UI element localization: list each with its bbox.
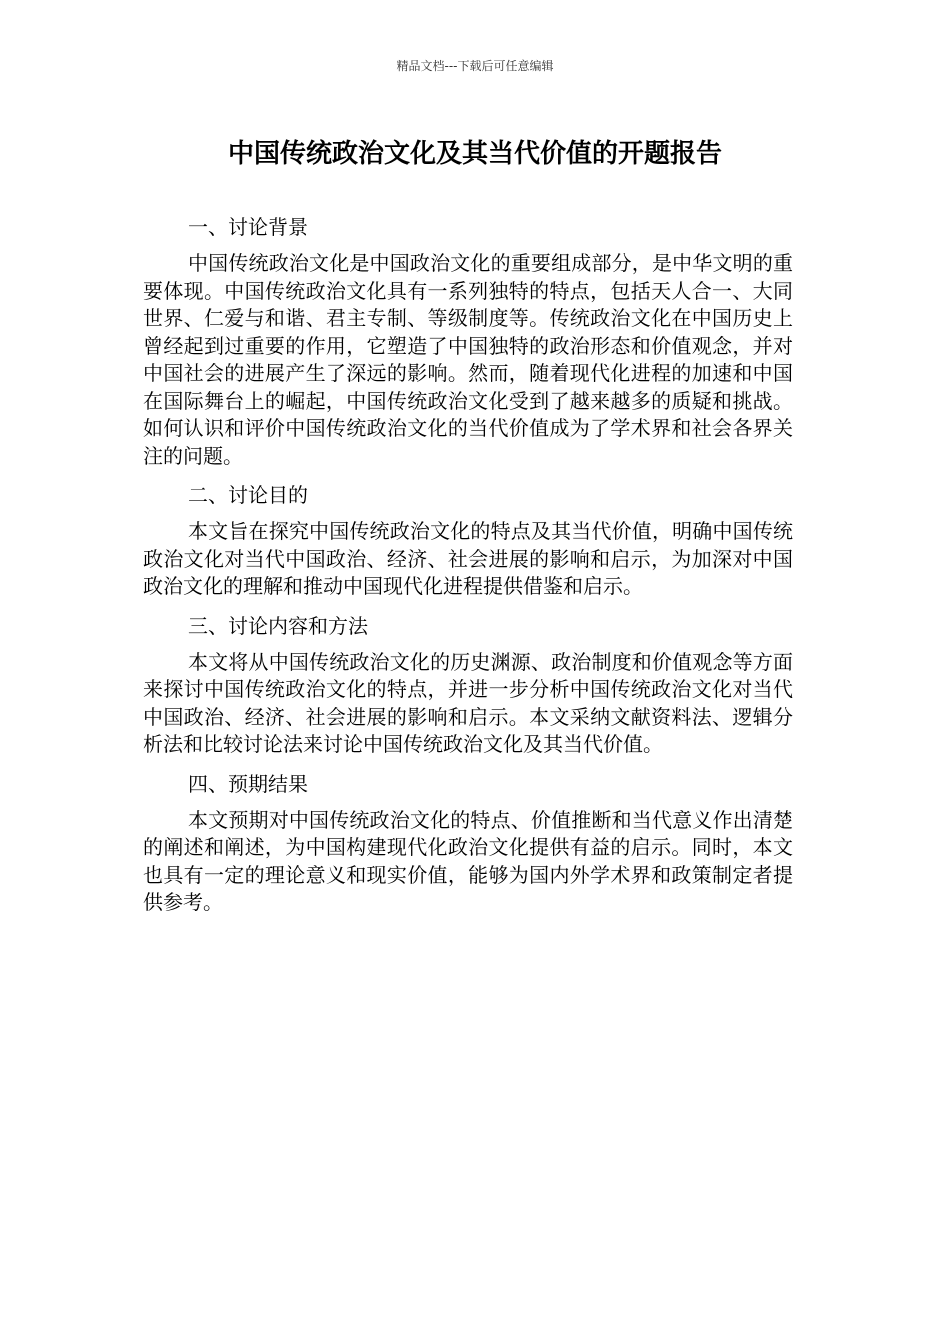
section-expected-results [143,767,793,917]
section-heading: 四、预期结果 [188,771,308,796]
section-heading: 一、讨论背景 [188,215,308,239]
section-paragraph: 本文预期对中国传统政治文化的特点、价值推断和当代意义作出清楚的阐述和阐述，为中国构建现代化政治文化提供有益的启示。同时，本文也具有一定的理论意义和现实价值，能够为国内外学术界和政策制定者提供参考。 [143,807,793,914]
page-header-note: 精品文档---下载后可任意编辑 [396,59,554,73]
section-content-method [143,609,793,759]
section-background [143,210,793,470]
section-paragraph: 中国传统政治文化是中国政治文化的重要组成部分，是中华文明的重要体现。中国传统政治文化具有一系列独特的特点，包括天人合一、大同世界、仁爱与和谐、君主专制、等级制度等。传统政治文化在中国历史上曾经起到过重要的作用，它塑造了中国独特的政治形态和价值观念，并对中国社会的进展产生了深远的影响。然而，随着现代化进程的加速和中国在国际舞台上的崛起，中国传统政治文化受到了越来越多的质疑和挑战。如何认识和评价中国传统政治文化的当代价值成为了学术界和社会各界关注的问题。 [143,251,793,468]
section-heading: 二、讨论目的 [188,483,308,507]
section-heading: 三、讨论内容和方法 [188,613,368,638]
section-paragraph: 本文将从中国传统政治文化的历史渊源、政治制度和价值观念等方面来探讨中国传统政治文化的特点，并进一步分析中国传统政治文化对当代中国政治、经济、社会进展的影响和启示。本文采纳文献资料法、逻辑分析法和比较讨论法来讨论中国传统政治文化及其当代价值。 [143,649,793,756]
section-purpose [143,478,793,601]
document-title: 中国传统政治文化及其当代价值的开题报告 [227,139,722,169]
section-paragraph: 本文旨在探究中国传统政治文化的特点及其当代价值，明确中国传统政治文化对当代中国政治、经济、社会进展的影响和启示，为加深对中国政治文化的理解和推动中国现代化进程提供借鉴和启示。 [143,519,793,598]
document-body [143,210,793,925]
